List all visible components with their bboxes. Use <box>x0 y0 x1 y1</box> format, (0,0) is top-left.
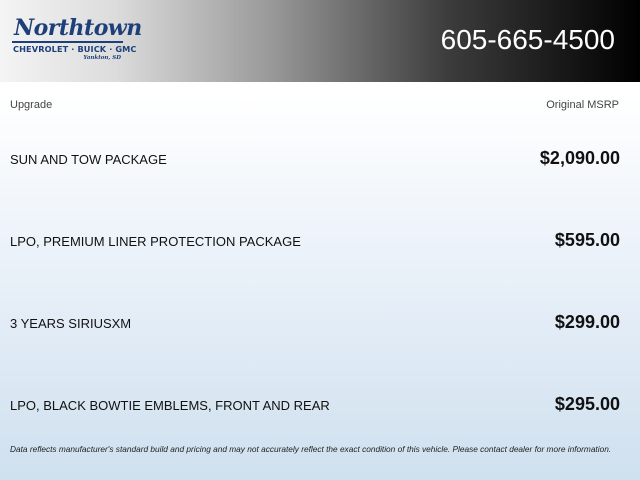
dealer-phone[interactable]: 605-665-4500 <box>440 24 615 55</box>
upgrade-name: 3 YEARS SIRIUSXM <box>10 316 132 331</box>
upgrade-price: $595.00 <box>554 230 620 250</box>
upgrade-row <box>0 145 640 175</box>
upgrade-price: $2,090.00 <box>539 148 620 168</box>
header-banner <box>0 0 640 82</box>
upgrade-row <box>0 227 640 257</box>
upgrade-row <box>0 391 640 421</box>
logo-brands: CHEVROLET · BUICK · GMC <box>13 44 137 54</box>
upgrade-name: LPO, BLACK BOWTIE EMBLEMS, FRONT AND REAR <box>10 398 330 413</box>
upgrade-row <box>0 309 640 339</box>
logo-city: Yankton, SD <box>83 55 121 61</box>
column-header-msrp: Original MSRP <box>546 99 619 111</box>
logo-wordmark: Northtown <box>14 15 142 41</box>
upgrade-name: SUN AND TOW PACKAGE <box>10 152 167 167</box>
dealer-logo[interactable] <box>12 14 142 66</box>
column-header-upgrade: Upgrade <box>10 99 53 111</box>
upgrade-price: $299.00 <box>554 312 620 332</box>
disclaimer-text: Data reflects manufacturer's standard build and pricing and may not accurately reflect the exact condition of this vehicle. Please contact dealer for more information. <box>10 444 612 454</box>
upgrade-name: LPO, PREMIUM LINER PROTECTION PACKAGE <box>10 234 301 249</box>
logo-divider <box>12 41 123 43</box>
upgrade-price: $295.00 <box>554 394 620 414</box>
